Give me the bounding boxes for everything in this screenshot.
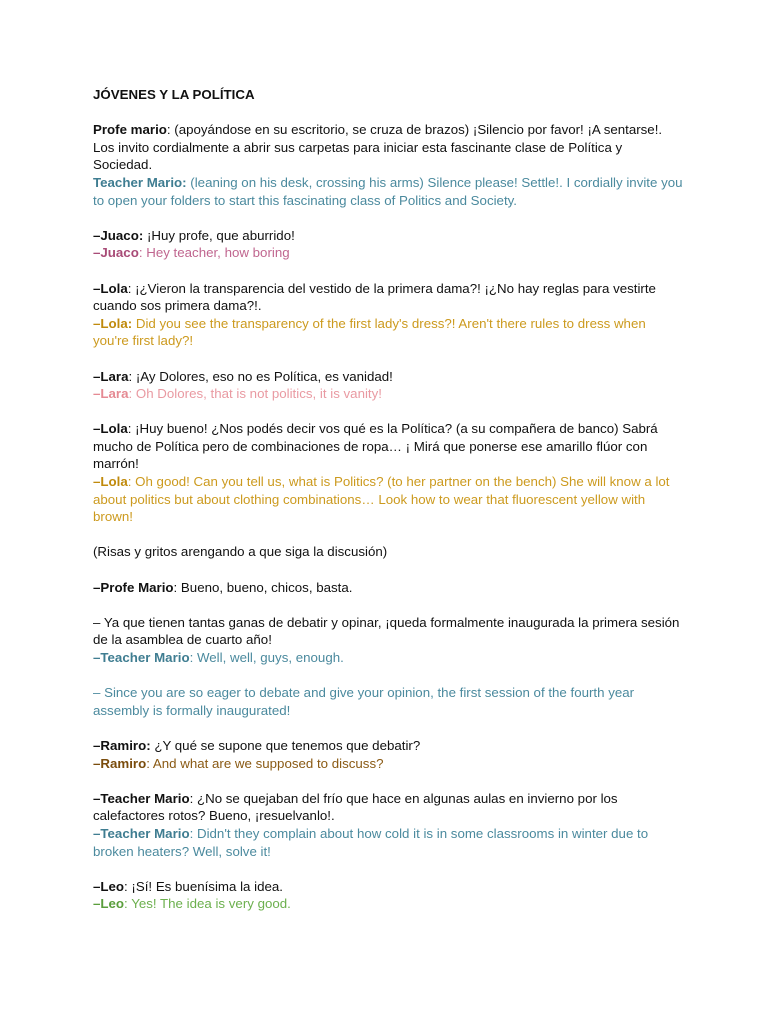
document-page — [93, 86, 683, 931]
english-line — [93, 895, 683, 913]
dialogue-block-heaters — [93, 790, 683, 860]
speaker-name: –Ramiro — [93, 755, 147, 771]
speaker-name: –Lara — [93, 386, 129, 402]
spanish-line — [93, 420, 683, 473]
speaker-name: –Leo — [93, 896, 125, 912]
line-text: : Oh Dolores, that is not politics, it is vanity! — [128, 386, 382, 402]
spanish-line — [93, 790, 683, 825]
line-text: Did you see the transparency of the first lady's dress?! Aren't there rules to dress when you're first lady?! — [93, 315, 646, 349]
speaker-name: –Teacher Mario — [93, 790, 190, 806]
speaker-name: –Lara — [93, 368, 129, 384]
line-text: : Well, well, guys, enough. — [189, 650, 344, 665]
speaker-name: –Lola — [93, 474, 128, 490]
speaker-name: –Lola: — [93, 315, 133, 331]
english-line — [93, 315, 683, 350]
spanish-line: – Ya que tienen tantas ganas de debatir y opinar, ¡queda formalmente inaugurada la primera sesión de la asamblea de cuarto año! — [93, 614, 680, 648]
dialogue-block-profe-mario-2 — [93, 579, 683, 597]
spanish-line — [93, 737, 683, 755]
line-text: : Bueno, bueno, chicos, basta. — [173, 579, 353, 595]
dialogue-block-lola — [93, 280, 683, 350]
line-text: : ¡Sí! Es buenísima la idea. — [124, 878, 283, 894]
line-text: : (apoyándose en su escritorio, se cruza de brazos) ¡Silencio por favor! ¡A sentarse!. Los invito cordialmente a abrir sus carpetas para iniciar esta fascinante clase de Política y Sociedad. — [93, 122, 663, 173]
line-text: ¿Y qué se supone que tenemos que debatir? — [150, 737, 421, 753]
speaker-name: –Teacher Mario — [93, 825, 190, 841]
english-line — [93, 649, 683, 667]
english-line — [93, 755, 683, 773]
line-text: : ¡Huy bueno! ¿Nos podés decir vos qué es la Política? (a su compañera de banco) Sabrá mucho de Política pero de combinaciones de ropa… ¡ Mirá que ponerse ese amarillo flúor con marrón! — [93, 421, 658, 472]
english-line — [93, 385, 683, 403]
line-text: : Yes! The idea is very good. — [124, 896, 291, 912]
spanish-line — [93, 579, 683, 597]
spanish-line — [93, 227, 683, 245]
english-line — [93, 244, 683, 262]
dialogue-block-inauguration-en — [93, 684, 683, 719]
spanish-line — [93, 121, 683, 174]
dialogue-block-lola-2 — [93, 420, 683, 526]
line-text: : Oh good! Can you tell us, what is Politics? (to her partner on the bench) She will know a lot about politics but about clothing combinations… Look how to wear that fluorescent yellow with brown! — [93, 474, 670, 525]
line-text: : ¿No se quejaban del frío que hace en algunas aulas en invierno por los calefactores rotos? Bueno, ¡resuelvanlo!. — [93, 790, 618, 824]
speaker-name: Teacher Mario: — [93, 174, 187, 190]
spanish-line — [93, 368, 683, 386]
english-line — [93, 174, 683, 209]
dialogue-block-inauguration — [93, 614, 683, 667]
english-line — [93, 473, 683, 526]
line-text: : Hey teacher, how boring — [138, 245, 290, 261]
line-text: (leaning on his desk, crossing his arms) Silence please! Settle!. I cordially invite you to open your folders to start this fascinating class of Politics and Society. — [93, 174, 683, 208]
spanish-line — [93, 878, 683, 896]
speaker-name: –Profe Mario — [93, 579, 174, 595]
line-text: ¡Huy profe, que aburrido! — [143, 227, 295, 243]
speaker-name: –Juaco — [93, 245, 139, 261]
spanish-line — [93, 280, 683, 315]
line-text: : ¡Ay Dolores, eso no es Política, es vanidad! — [128, 368, 393, 384]
dialogue-block-juaco — [93, 227, 683, 262]
dialogue-block-ramiro — [93, 737, 683, 772]
speaker-name: –Lola — [93, 280, 128, 296]
line-text: : Didn't they complain about how cold it is in some classrooms in winter due to broken heaters? Well, solve it! — [93, 825, 649, 859]
speaker-name: –Leo — [93, 878, 125, 894]
english-line: – Since you are so eager to debate and give your opinion, the first session of the fourth year assembly is formally inaugurated! — [93, 685, 635, 718]
line-text: : ¡¿Vieron la transparencia del vestido de la primera dama?! ¡¿No hay reglas para vestirte cuando sos primera dama?!. — [93, 280, 656, 314]
speaker-name: –Teacher Mario — [93, 650, 190, 665]
dialogue-block-profe-mario — [93, 121, 683, 209]
speaker-name: Profe mario — [93, 122, 167, 138]
speaker-name: –Ramiro: — [93, 737, 151, 753]
stage-direction — [93, 543, 683, 561]
dialogue-block-leo — [93, 878, 683, 913]
english-line — [93, 825, 683, 860]
speaker-name: –Juaco: — [93, 227, 144, 243]
document-title: JÓVENES Y LA POLÍTICA — [93, 87, 255, 102]
speaker-name: –Lola — [93, 421, 128, 437]
dialogue-block-lara — [93, 368, 683, 403]
line-text: : And what are we supposed to discuss? — [146, 755, 384, 771]
stage-direction-text: (Risas y gritos arengando a que siga la discusión) — [93, 544, 388, 560]
